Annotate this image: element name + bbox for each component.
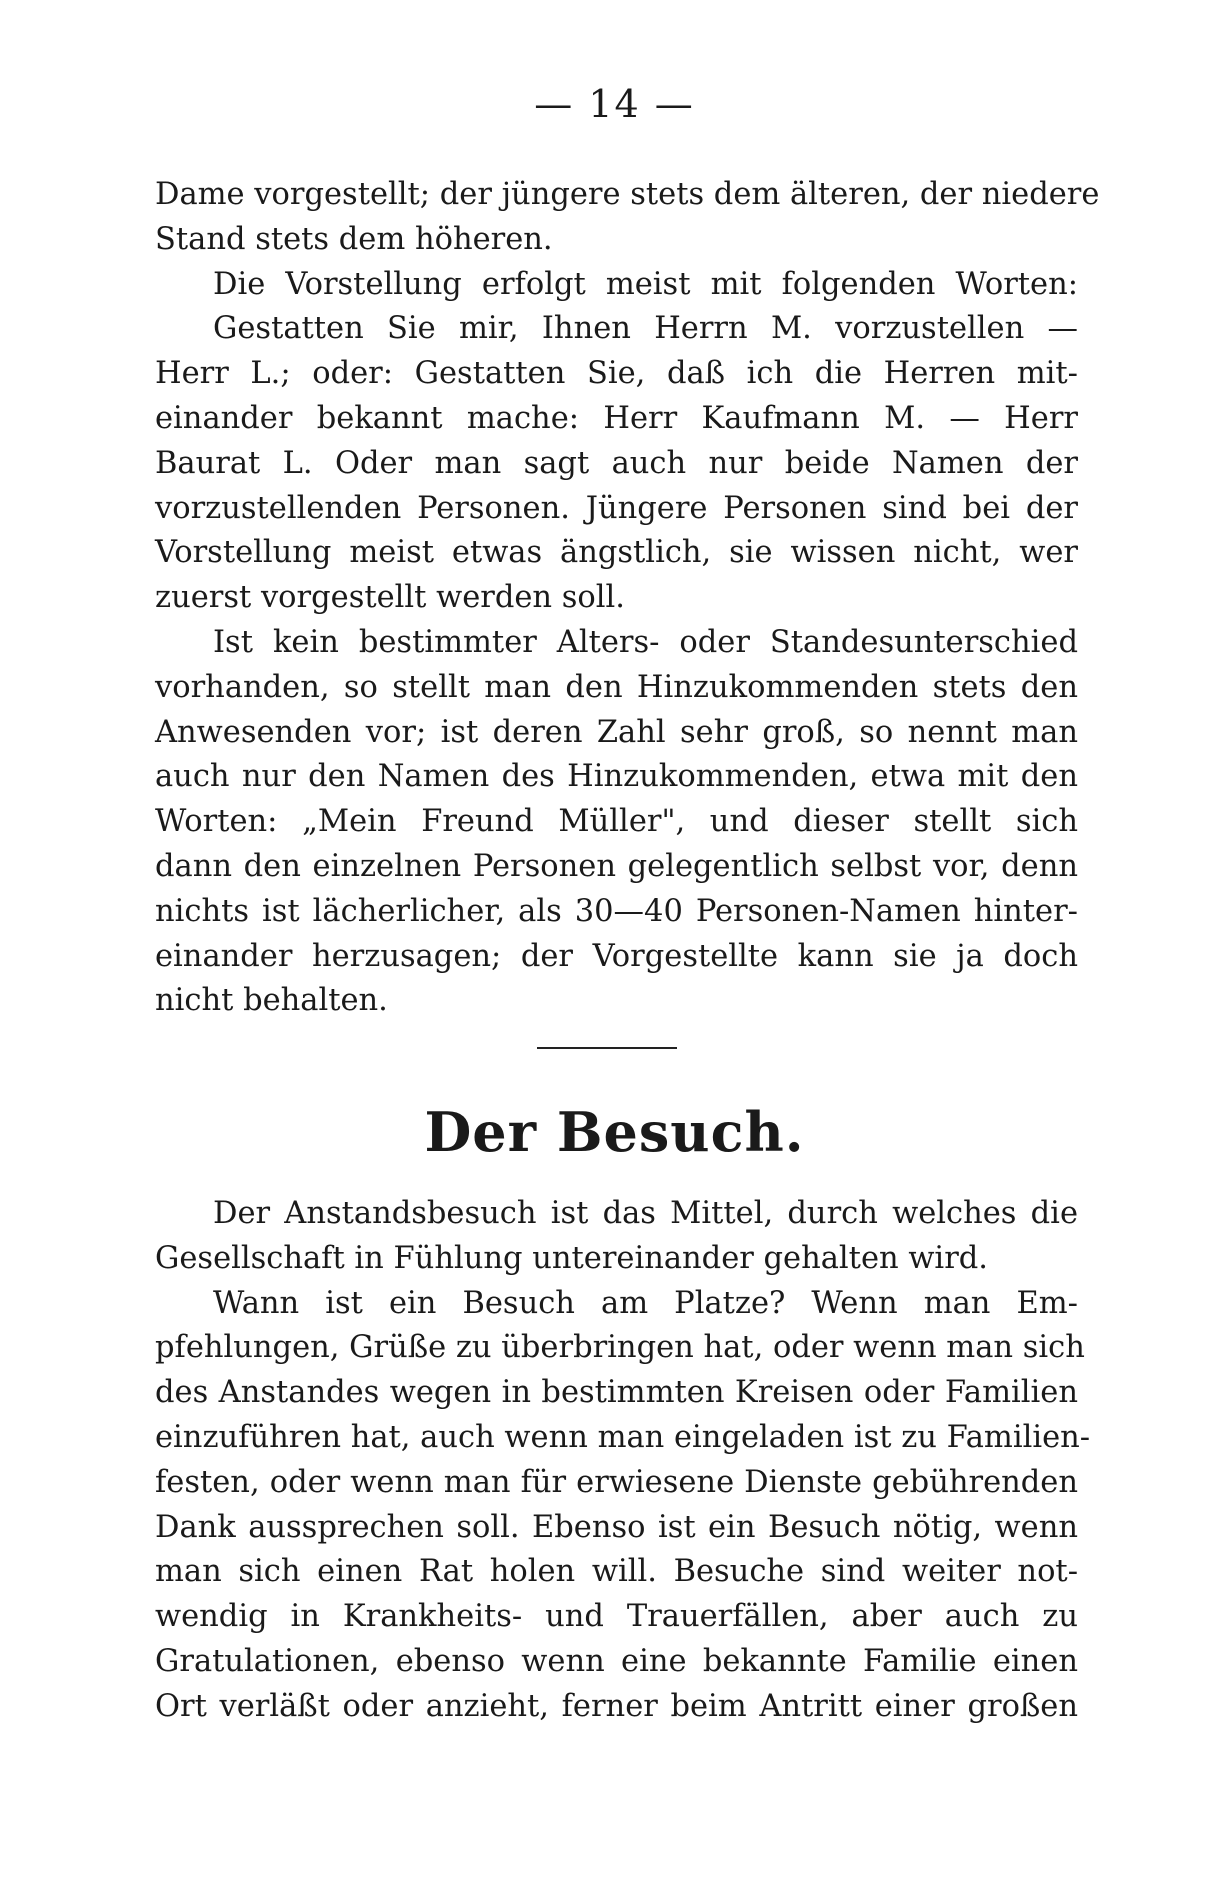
text-line: Ort verläßt oder anzieht, ferner beim Antritt einer großen [155,1688,1078,1724]
text-line: Vorstellung meist etwas ängstlich, sie wissen nicht, wer [155,535,1078,571]
section-divider [537,1047,677,1049]
text-line: Gratulationen, ebenso wenn eine bekannte Familie einen [155,1643,1078,1679]
text-block-upper [155,173,1100,1024]
text-line: pfehlungen, Grüße zu überbringen hat, oder wenn man sich [155,1330,1085,1366]
text-line: man sich einen Rat holen will. Besuche sind weiter not- [155,1554,1078,1590]
text-line: Anwesenden vor; ist deren Zahl sehr groß, so nennt man [155,714,1078,750]
text-line: zuerst vorgestellt werden soll. [155,580,625,616]
text-line: Dame vorgestellt; der jüngere stets dem älteren, der niedere [155,177,1100,212]
text-line: Gestatten Sie mir, Ihnen Herrn M. vorzustellen — [213,311,1078,347]
text-block-lower [155,1192,1091,1730]
text-line: Baurat L. Oder man sagt auch nur beide Namen der [155,445,1078,481]
text-line: dann den einzelnen Personen gelegentlich selbst vor, denn [155,848,1078,884]
text-line: einander bekannt mache: Herr Kaufmann M. — Herr [155,400,1078,436]
text-line: Gesellschaft in Fühlung untereinander gehalten wird. [155,1240,988,1276]
text-line: Die Vorstellung erfolgt meist mit folgenden Worten: [213,266,1078,302]
text-line: einzuführen hat, auch wenn man eingeladen ist zu Familien- [155,1419,1091,1455]
text-line: Worten: „Mein Freund Müller", und dieser stellt sich [155,804,1078,840]
text-line: Ist kein bestimmter Alters- oder Standesunterschied [213,624,1078,660]
section-heading: Der Besuch. [424,1100,805,1164]
text-line: Der Anstandsbesuch ist das Mittel, durch welches die [213,1196,1078,1231]
text-line: auch nur den Namen des Hinzukommenden, etwa mit den [155,759,1078,795]
text-line: nichts ist lächerlicher, als 30—40 Personen-Namen hinter- [155,893,1078,929]
text-line: des Anstandes wegen in bestimmten Kreisen oder Familien [155,1375,1078,1411]
text-line: vorzustellenden Personen. Jüngere Personen sind bei der [155,490,1078,526]
text-line: Stand stets dem höheren. [155,221,553,257]
text-line: festen, oder wenn man für erwiesene Dienste gebührenden [155,1464,1078,1500]
page-number: — 14 — [534,82,695,126]
text-line: Wann ist ein Besuch am Platze? Wenn man Em- [213,1285,1078,1321]
text-line: Herr L.; oder: Gestatten Sie, daß ich die Herren mit- [155,356,1078,392]
text-line: nicht behalten. [155,983,388,1019]
text-line: wendig in Krankheits- und Trauerfällen, aber auch zu [155,1599,1078,1635]
text-line: einander herzusagen; der Vorgestellte kann sie ja doch [155,938,1078,974]
text-line: vorhanden, so stellt man den Hinzukommenden stets den [155,669,1078,705]
text-line: Dank aussprechen soll. Ebenso ist ein Besuch nötig, wenn [155,1509,1078,1545]
